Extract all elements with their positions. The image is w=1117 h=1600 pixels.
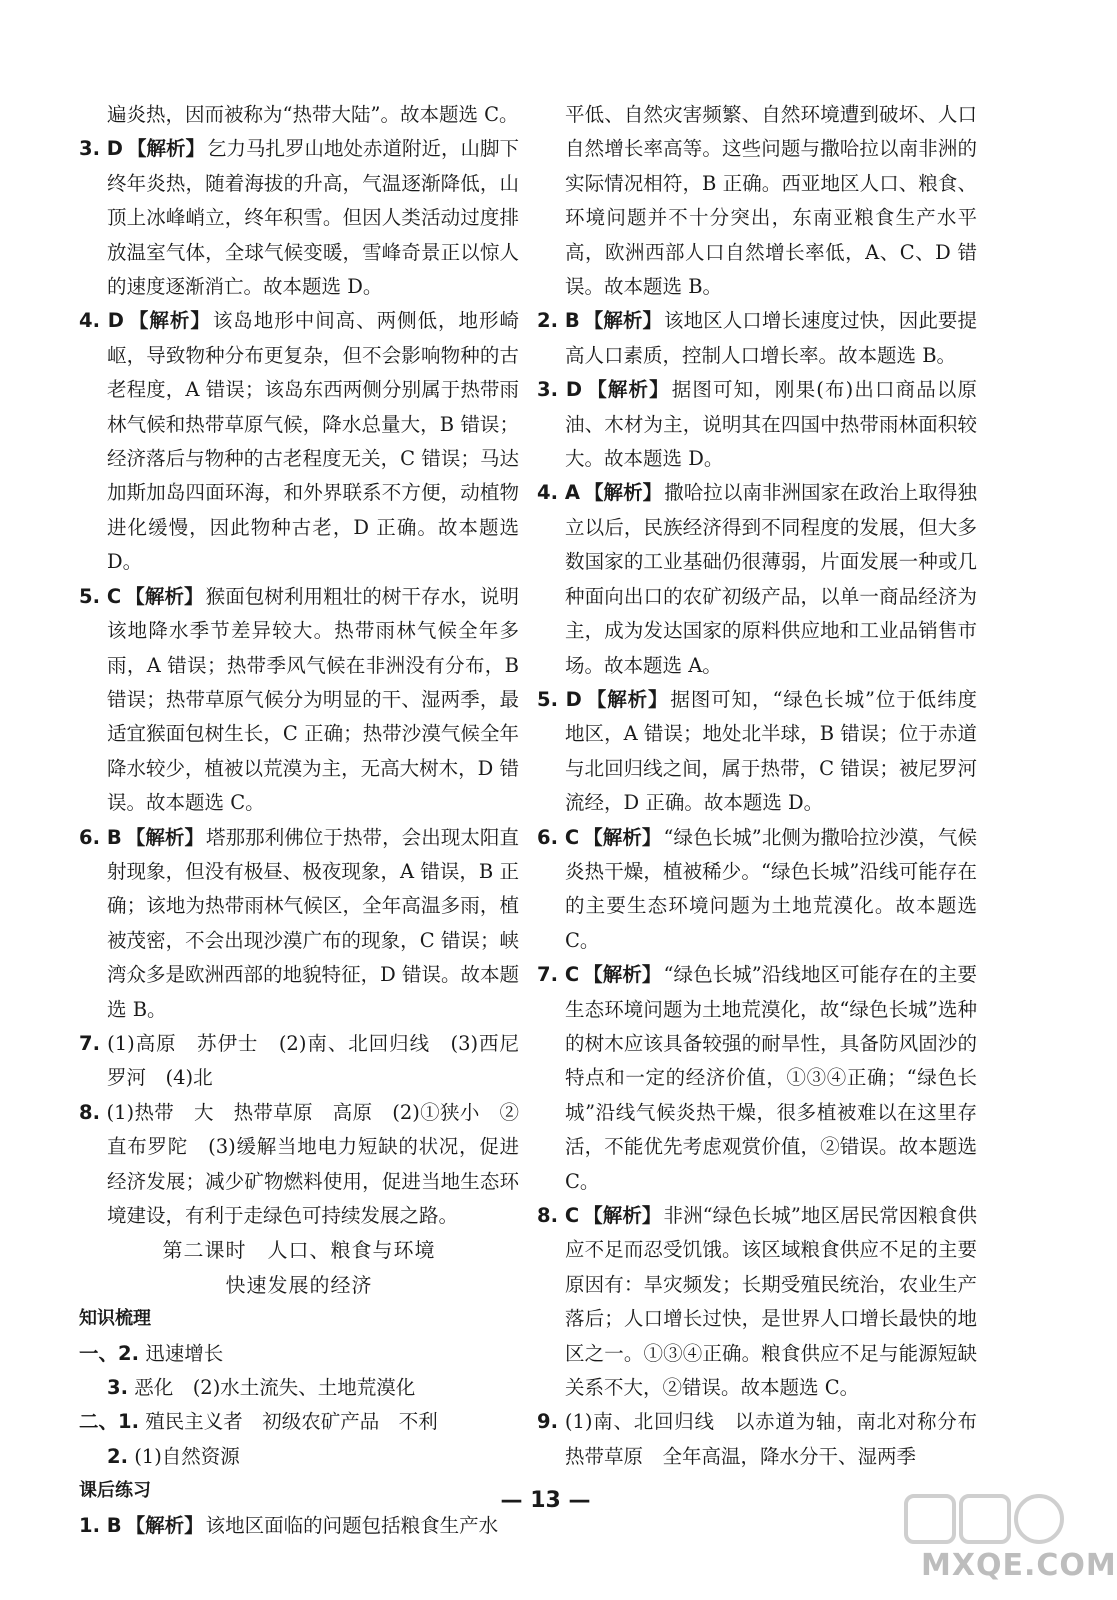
page-number: — 13 —	[500, 1488, 591, 1513]
answer-item	[537, 1199, 977, 1405]
analysis-tag: 【解析】	[583, 963, 662, 987]
analysis-tag: 【解析】	[583, 825, 662, 849]
question-number: 2.	[107, 1444, 128, 1468]
question-number: 6. B	[79, 825, 122, 849]
question-number: 二、1.	[79, 1410, 139, 1434]
answer-text: 据图可知，刚果(布)出口商品以原油、木材为主，说明其在四国中热带雨林面积较大。故本题选 D。	[565, 378, 977, 471]
answer-item	[79, 1096, 519, 1234]
section-title: 快速发展的经济	[225, 1272, 373, 1297]
answer-continuation: 平低、自然灾害频繁、自然环境遭到破坏、人口自然增长率高等。这些问题与撒哈拉以南非洲的实际情况相符，B 正确。西亚地区人口、粮食、环境问题并不十分突出，东南亚粮食生产水平高，欧洲西部人口自然增长率低，A、C、D 错误。故本题选 B。	[565, 103, 977, 299]
analysis-tag: 【解析】	[586, 378, 670, 402]
answer-text: “绿色长城”北侧为撒哈拉沙漠，气候炎热干燥，植被稀少。“绿色长城”沿线可能存在的主要生态环境问题为土地荒漠化。故本题选 C。	[565, 825, 977, 952]
answer-text: (1)热带 大 热带草原 高原 (2)①狭小 ②直布罗陀 (3)缓解当地电力短缺的状况，促进经济发展；减少矿物燃料使用，促进当地生态环境建设，有利于走绿色可持续发展之路。	[106, 1100, 519, 1227]
question-number: 8.	[79, 1100, 100, 1124]
analysis-tag: 【解析】	[583, 309, 663, 333]
answer-item	[537, 958, 977, 1199]
analysis-tag: 【解析】	[125, 584, 204, 608]
answer-item	[537, 1405, 997, 1474]
answer-item	[79, 1027, 519, 1096]
answer-item	[79, 1337, 519, 1371]
question-number: 2. B	[537, 309, 580, 333]
analysis-tag: 【解析】	[125, 825, 205, 849]
section-heading: 课后练习	[79, 1480, 151, 1502]
question-number: 9.	[537, 1410, 558, 1434]
question-number: 7. C	[537, 963, 580, 987]
answer-text: 恶化 (2)水土流失、土地荒漠化	[134, 1376, 416, 1400]
answer-text: 迅速增长	[145, 1341, 224, 1365]
answer-continuation: 遍炎热，因而被称为“热带大陆”。故本题选 C。	[107, 103, 519, 126]
answer-text: 撒哈拉以南非洲国家在政治上取得独立以后，民族经济得到不同程度的发展，但大多数国家的工业基础仍很薄弱，片面发展一种或几种面向出口的农矿初级产品，以单一商品经济为主，成为发达国家的原料供应地和工业品销售市场。故本题选 A。	[565, 481, 977, 677]
answer-text: (1)自然资源	[134, 1444, 240, 1468]
question-number: 3.	[107, 1376, 128, 1400]
answer-text: 殖民主义者 初级农矿产品 不利	[145, 1410, 438, 1434]
answer-text: 猴面包树利用粗壮的树干存水，说明该地降水季节差异较大。热带雨林气候全年多雨，A 错误；热带季风气候在非洲没有分布，B 错误；热带草原气候分为明显的干、湿两季，最适宜猴面包树生长，C 正确；热带沙漠气候全年降水较少，植被以荒漠为主，无高大树木，D 错误。故本题选 C。	[107, 584, 519, 815]
question-number: 7.	[79, 1031, 100, 1055]
question-number: 8. C	[537, 1204, 580, 1227]
answer-item	[79, 1371, 519, 1405]
answer-text: 塔那那利佛位于热带，会出现太阳直射现象，但没有极昼、极夜现象，A 错误，B 正确；该地为热带雨林气候区，全年高温多雨，植被茂密，不会出现沙漠广布的现象，C 错误；峡湾众多是欧洲西部的地貌特征，D 错误。故本题选 B。	[107, 825, 519, 1021]
answer-text: “绿色长城”沿线地区可能存在的主要生态环境问题为土地荒漠化，故“绿色长城”选种的树木应该具备较强的耐旱性，具备防风固沙的特点和一定的经济价值，①③④正确；“绿色长城”沿线气候炎热干燥，很多植被难以在这里存活，不能优先考虑观赏价值，②错误。故本题选 C。	[565, 963, 977, 1193]
answer-text: 非洲“绿色长城”地区居民常因粮食供应不足而忍受饥饿。该区域粮食供应不足的主要原因有：旱灾频发；长期受殖民统治，农业生产落后；人口增长过快，是世界人口增长最快的地区之一。①③④正确。粮食供应不足与能源短缺关系不大，②错误。故本题选 C。	[565, 1204, 977, 1400]
analysis-tag: 【解析】	[585, 687, 669, 711]
question-number: 3. D	[537, 378, 583, 402]
analysis-tag: 【解析】	[583, 1204, 662, 1227]
answer-text: (1)高原 苏伊士 (2)南、北回归线 (3)西尼罗河 (4)北	[107, 1031, 519, 1090]
question-number: 5. C	[79, 584, 122, 608]
analysis-tag: 【解析】	[125, 1513, 204, 1537]
answer-item	[79, 304, 519, 579]
answer-text: 据图可知，“绿色长城”位于低纬度地区，A 错误；地处北半球，B 错误；位于赤道与北回归线之间，属于热带，C 错误；被尼罗河流经，D 正确。故本题选 D。	[565, 687, 977, 815]
right-column	[537, 98, 997, 1474]
watermark-icon	[901, 1488, 1071, 1548]
watermark-text: MXQE.COM	[921, 1548, 1117, 1583]
answer-item	[537, 304, 977, 373]
question-number: 3. D	[79, 137, 123, 161]
watermark-logo	[901, 1488, 1117, 1588]
question-number: 6. C	[537, 825, 580, 849]
answer-item	[537, 683, 977, 821]
analysis-tag: 【解析】	[127, 309, 211, 333]
analysis-tag: 【解析】	[583, 481, 663, 505]
answer-text: 该岛地形中间高、两侧低，地形崎岖，导致物种分布更复杂，但不会影响物种的古老程度，A 错误；该岛东西两侧分别属于热带雨林气候和热带草原气候，降水总量大，B 错误；经济落后与物种的古老程度无关，C 错误；马达加斯加岛四面环海，和外界联系不方便，动植物进化缓慢，因此物种古老，D 正确。故本题选 D。	[107, 309, 519, 574]
answer-item	[79, 821, 519, 1027]
answer-item	[537, 373, 977, 476]
left-column	[79, 98, 519, 1543]
section-title: 第二课时 人口、粮食与环境	[162, 1238, 436, 1263]
analysis-tag: 【解析】	[126, 137, 205, 161]
answer-text: 乞力马扎罗山地处赤道附近，山脚下终年炎热，随着海拔的升高，气温逐渐降低，山顶上冰峰峭立，终年积雪。但因人类活动过度排放温室气体，全球气候变暖，雪峰奇景正以惊人的速度逐渐消亡。故本题选 D。	[107, 137, 519, 299]
answer-item	[537, 476, 977, 682]
answer-item	[79, 1509, 519, 1543]
question-number: 4. A	[537, 481, 580, 505]
answer-item	[79, 580, 519, 821]
answer-text: (1)南、北回归线 以赤道为轴，南北对称分布 热带草原 全年高温，降水分干、湿两季	[564, 1410, 997, 1468]
answer-text: 该地区面临的问题包括粮食生产水	[205, 1513, 499, 1537]
answer-item	[79, 132, 519, 304]
question-number: 5. D	[537, 687, 582, 711]
question-number: 一、2.	[79, 1341, 139, 1365]
answer-item	[537, 821, 977, 959]
answer-item	[79, 1440, 519, 1474]
question-number: 4. D	[79, 309, 124, 333]
question-number: 1. B	[79, 1513, 122, 1537]
section-heading: 知识梳理	[79, 1308, 151, 1330]
answer-item	[79, 1405, 519, 1439]
answer-text: 该地区人口增长速度过快，因此要提高人口素质，控制人口增长率。故本题选 B。	[565, 309, 977, 367]
